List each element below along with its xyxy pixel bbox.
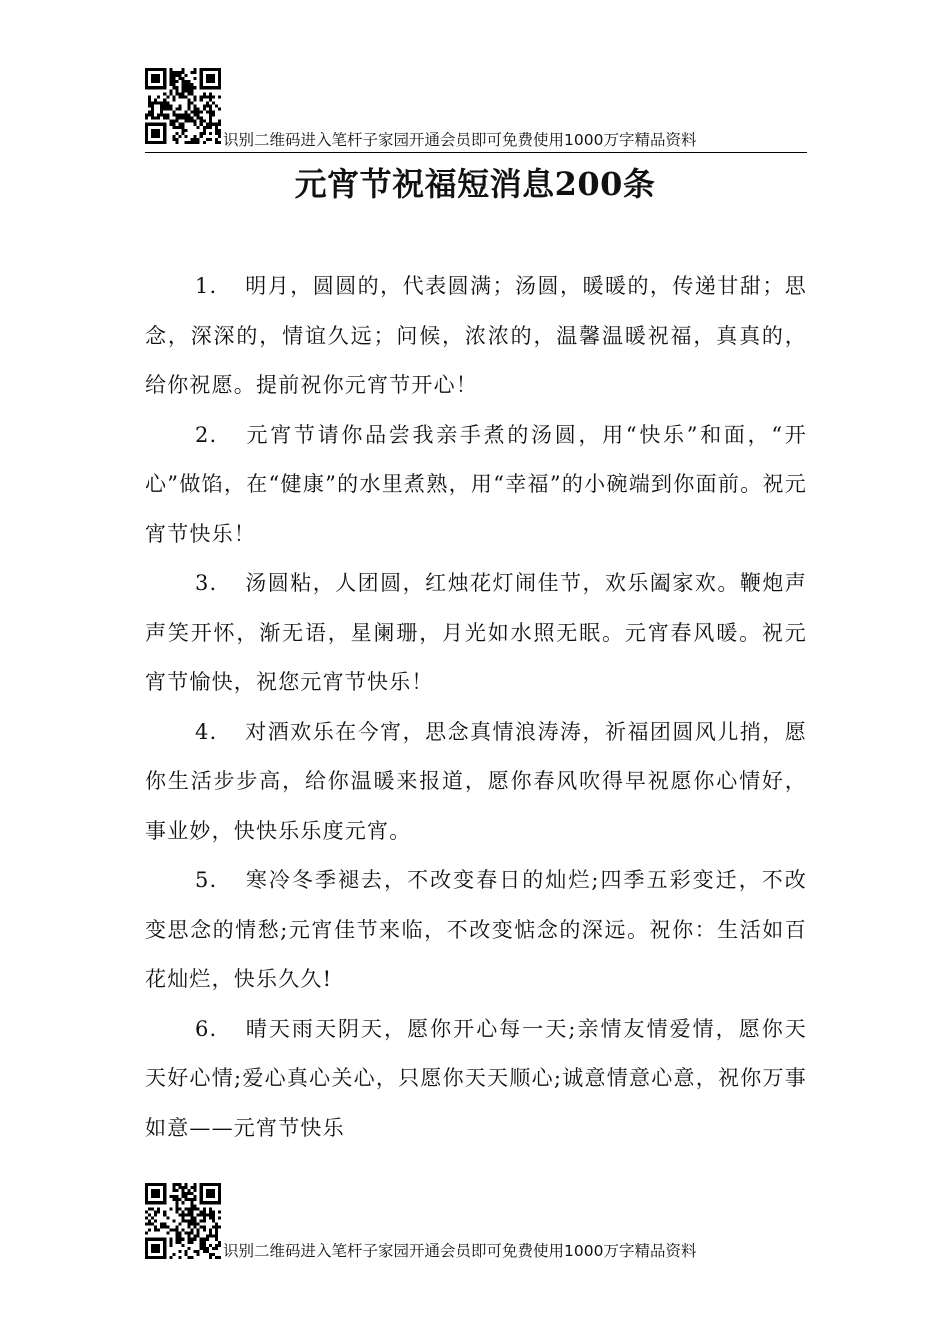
paragraph-text: 晴天雨天阴天，愿你开心每一天;亲情友情爱情，愿你天天好心情;爱心真心关心，只愿你天天顺心;诚意情意心意，祝你万事如意——元宵节快乐: [145, 1016, 807, 1140]
qr-code-icon: [145, 1183, 221, 1259]
header-divider: [145, 152, 807, 153]
document-body: [145, 262, 807, 1153]
header-banner-text: 识别二维码进入笔杆子家园开通会员即可免费使用1000万字精品资料: [223, 131, 697, 149]
paragraph-number: 5.: [195, 868, 218, 892]
paragraph-text: 元宵节请你品尝我亲手煮的汤圆，用“快乐”和面，“开心”做馅，在“健康”的水里煮熟，用“幸福”的小碗端到你面前。祝元宵节快乐！: [145, 422, 807, 546]
paragraph-number: 4.: [195, 719, 218, 744]
document-title: 元宵节祝福短消息200条: [294, 165, 656, 203]
paragraph-number: 3.: [195, 571, 218, 595]
qr-code-icon: [145, 68, 221, 144]
paragraph: [145, 856, 807, 1005]
paragraph-text: 汤圆粘，人团圆，红烛花灯闹佳节，欢乐阖家欢。鞭炮声声笑开怀，渐无语，星阑珊，月光如水照无眠。元宵春风暖。祝元宵节愉快，祝您元宵节快乐！: [145, 571, 807, 694]
paragraph-number: 6.: [195, 1016, 218, 1041]
paragraph-text: 寒冷冬季褪去，不改变春日的灿烂;四季五彩变迁，不改变思念的情愁;元宵佳节来临，不改变惦念的深远。祝你：生活如百花灿烂，快乐久久!: [145, 868, 807, 991]
paragraph-text: 对酒欢乐在今宵，思念真情浪涛涛，祈福团圆风儿捎，愿你生活步步高，给你温暖来报道，愿你春风吹得早祝愿你心情好，事业妙，快快乐乐度元宵。: [145, 719, 807, 843]
footer-banner-text: 识别二维码进入笔杆子家园开通会员即可免费使用1000万字精品资料: [223, 1242, 697, 1260]
paragraph-number: 2.: [195, 422, 218, 447]
paragraph-number: 1.: [195, 274, 218, 298]
paragraph: [145, 708, 807, 857]
page-header: [145, 68, 807, 154]
page-footer: [145, 1183, 807, 1263]
paragraph: [145, 411, 807, 560]
paragraph-text: 明月，圆圆的，代表圆满；汤圆，暖暖的，传递甘甜；思念，深深的，情谊久远；问候，浓浓的，温馨温暖祝福，真真的，给你祝愿。提前祝你元宵节开心！: [145, 274, 807, 397]
paragraph: [145, 1005, 807, 1154]
paragraph: [145, 262, 807, 411]
paragraph: [145, 559, 807, 708]
